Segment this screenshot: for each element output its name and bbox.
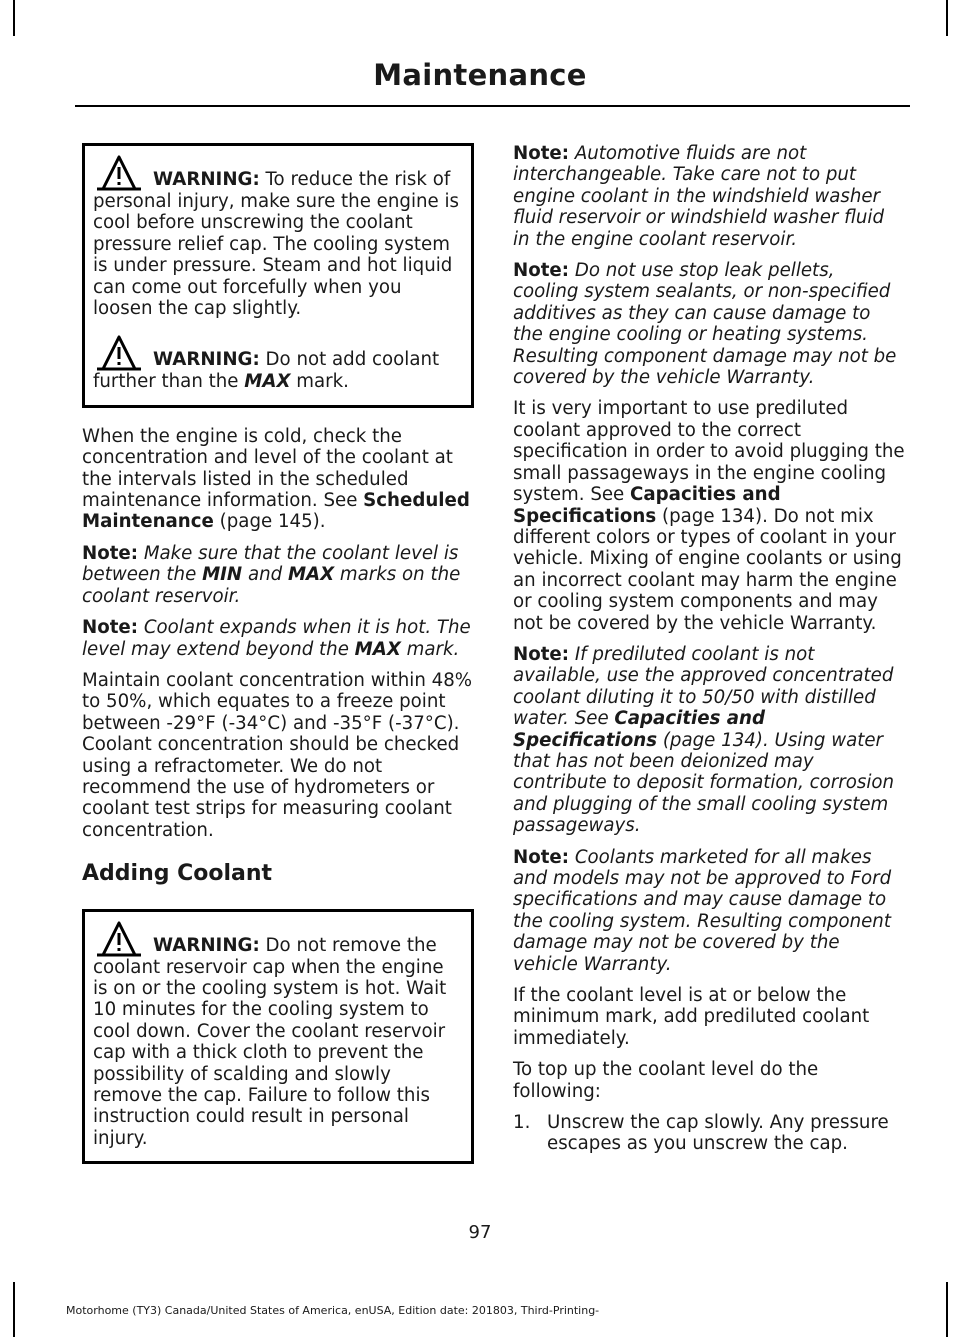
note-expands [82, 617, 474, 660]
coolant-check-paragraph [82, 426, 474, 533]
capacities-link[interactable]: Capacities and Specifications [513, 484, 781, 527]
warning-triangle-icon [93, 157, 145, 191]
right-column [513, 143, 905, 1155]
note-label: Note: [82, 617, 139, 639]
warning-triangle-icon [93, 337, 145, 371]
warning-text: Do not remove the coolant reservoir cap when the engine is on or the cooling system is hot. Wait 10 minutes for the cooling system to cool down. Cover the coolant reservoir cap with a thick cloth to prevent the possibility of scalding and slowly remove the cap. Failure to follow this instruction could result in personal injury. [93, 934, 447, 1149]
header-divider [75, 105, 910, 107]
max-mark: MAX [287, 564, 335, 586]
level-paragraph: If the coolant level is at or below the minimum mark, add prediluted coolant immediately. [513, 985, 870, 1049]
note-label: Note: [82, 542, 139, 564]
note-text: Do not use stop leak pellets, cooling system sealants, or non-specified additives as they can cause damage to the engine cooling or heating systems. Resulting component damage may not be covered by the vehicle Warranty. [513, 260, 897, 389]
crop-mark-bottom-right [946, 1282, 948, 1337]
left-column [82, 143, 474, 1182]
page-number: 97 [468, 1222, 492, 1243]
warning-1 [93, 157, 463, 319]
section-heading: Adding Coolant [82, 861, 273, 887]
step-text: Unscrew the cap slowly. Any pressure escapes as you unscrew the cap. [547, 1112, 889, 1155]
list-item [513, 1112, 905, 1155]
max-mark: MAX [354, 638, 401, 660]
note-stop-leak [513, 260, 905, 388]
warning-2 [93, 337, 463, 392]
warning-box-1 [82, 143, 474, 408]
warning-label: WARNING: [153, 349, 260, 371]
note-label: Note: [513, 643, 570, 665]
paragraph-text: It is very important to use prediluted coolant approved to the correct specification in order to avoid plugging the small passageways in the engine cooling system. See [513, 398, 905, 506]
note-text: Coolants marketed for all makes and models may not be approved to Ford specifications and may cause damage to the cooling system. Resulting component damage may not be covered by the vehicle Warranty. [513, 846, 892, 975]
max-mark: MAX [244, 371, 291, 393]
warning-triangle-icon [93, 923, 145, 957]
paragraph-text: When the engine is cold, check the concentration and level of the coolant at the intervals listed in the scheduled maintenance information. See [82, 425, 453, 512]
steps-list [513, 1112, 905, 1155]
page-ref: (page 145). [213, 511, 326, 533]
prediluted-paragraph [513, 398, 905, 633]
note-label: Note: [513, 260, 570, 282]
note-text: If prediluted coolant is not available, use the approved concentrated coolant diluting it to 50/50 with distilled water. See [513, 643, 894, 730]
concentration-paragraph: Maintain coolant concentration within 48% to 50%, which equates to a freeze point between -29°F (-34°C) and -35°F (-37°C). Coolant concentration should be checked using a refractometer. We do not recommend the use of hydrometers or coolant test strips for measuring coolant concentration. [82, 669, 473, 841]
note-fluids [513, 143, 905, 250]
note-marketed [513, 847, 905, 975]
page-title: Maintenance [373, 58, 587, 92]
note-min-max [82, 543, 474, 607]
warning-text-end: mark. [290, 371, 349, 393]
warning-text: Do not add coolant further than the [93, 349, 440, 393]
note-text: and [242, 564, 288, 586]
note-label: Note: [513, 846, 570, 868]
crop-mark-top-left [13, 0, 15, 36]
note-label: Note: [513, 143, 570, 164]
scheduled-maintenance-link[interactable]: Scheduled Maintenance [82, 490, 470, 533]
topup-paragraph: To top up the coolant level do the following: [513, 1059, 819, 1102]
note-text: Make sure that the coolant level is between the [82, 542, 459, 586]
note-text: (page 134). Using water that has not been deionized may contribute to deposit formation, corrosion and plugging of the small cooling system passageways. [513, 729, 895, 837]
warning-3 [93, 923, 463, 1150]
min-mark: MIN [202, 564, 243, 586]
note-concentrated [513, 644, 905, 837]
crop-mark-bottom-left [13, 1282, 15, 1337]
note-text: Automotive fluids are not interchangeable. Take care not to put engine coolant in the windshield washer fluid reservoir or windshield washer fluid in the engine coolant reservoir. [513, 143, 885, 250]
crop-mark-top-right [946, 0, 948, 36]
capacities-link[interactable]: Capacities and Specifications [513, 708, 766, 751]
note-text: mark. [400, 638, 460, 660]
warning-text: To reduce the risk of personal injury, make sure the engine is cool before unscrewing the coolant pressure relief cap. The cooling system is under pressure. Steam and hot liquid can come out forcefully when you loosen the cap slightly. [93, 169, 460, 320]
warning-label: WARNING: [153, 934, 260, 956]
note-text: marks on the coolant reservoir. [82, 564, 461, 607]
step-number: 1. [513, 1112, 531, 1134]
warning-box-2 [82, 909, 474, 1165]
note-text: Coolant expands when it is hot. The level may extend beyond the [82, 617, 471, 660]
footer-text: Motorhome (TY3) Canada/United States of America, enUSA, Edition date: 201803, Third-Printing- [66, 1304, 600, 1317]
warning-label: WARNING: [153, 169, 260, 190]
paragraph-text: (page 134). Do not mix different colors or types of coolant in your vehicle. Mixing of engine coolants or using an incorrect coolant may harm the engine or cooling system components and may not be covered by the vehicle Warranty. [513, 505, 902, 634]
